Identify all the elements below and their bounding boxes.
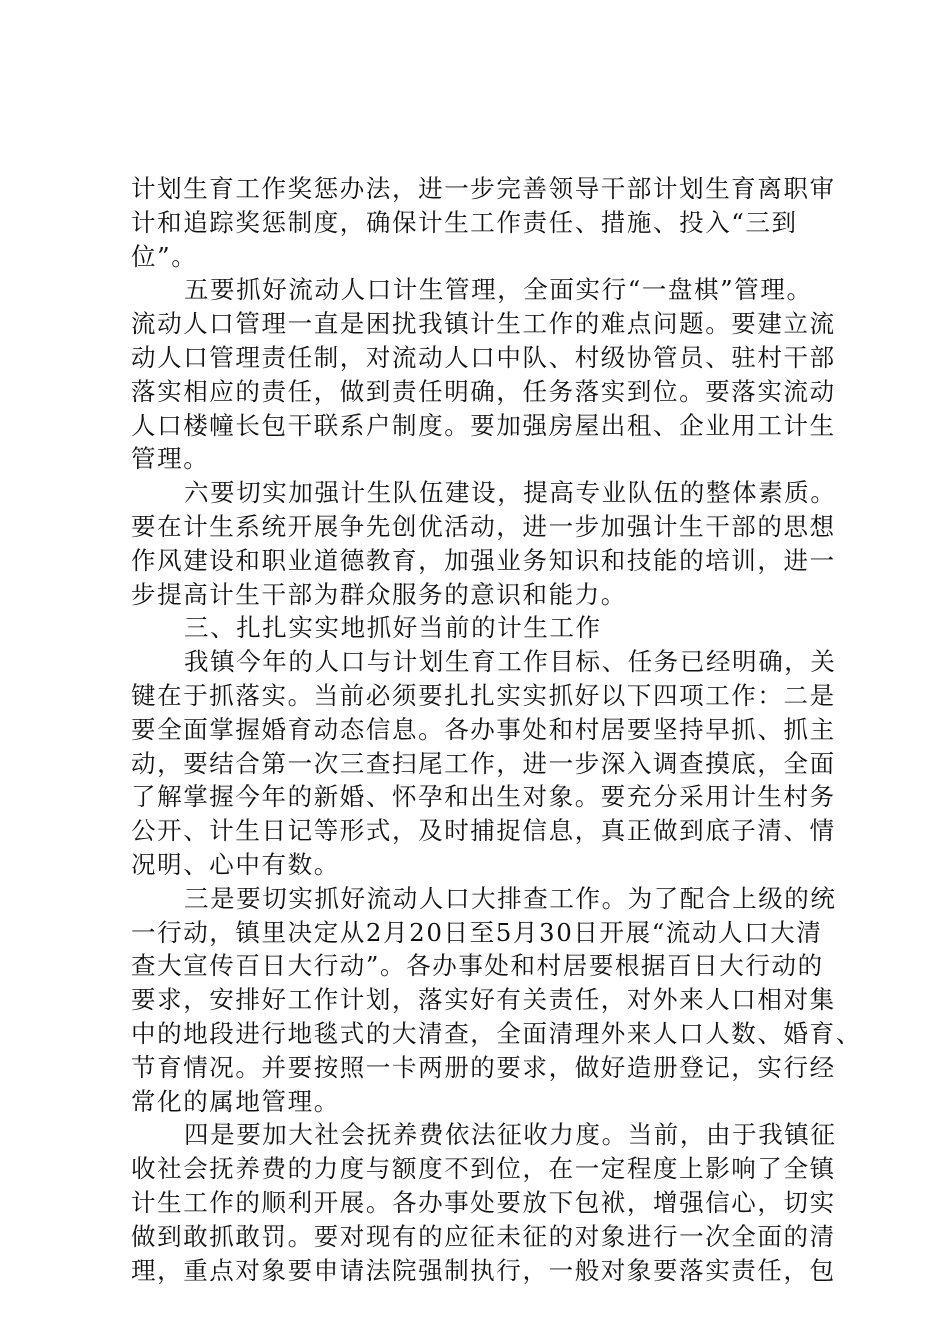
text-line: 要全面掌握婚育动态信息。各办事处和村居要坚持早抓、抓主 <box>131 714 836 744</box>
text-line: 步提高计生干部为群众服务的意识和能力。 <box>131 579 627 609</box>
text-line: 要求，安排好工作计划，落实好有关责任，对外来人口相对集 <box>131 985 836 1015</box>
paragraph-start-line: 三是要切实抓好流动人口大排查工作。为了配合上级的统 <box>184 883 837 913</box>
text-line: 计和追踪奖惩制度，确保计生工作责任、措施、投入“三到 <box>131 207 798 237</box>
text-line: 动人口管理责任制，对流动人口中队、村级协管员、驻村干部 <box>131 342 836 372</box>
text-line: 公开、计生日记等形式，及时捕捉信息，真正做到底子清、情 <box>131 816 836 846</box>
paragraph-start-line: 六要切实加强计生队伍建设，提高专业队伍的整体素质。 <box>184 478 837 508</box>
text-line: 理，重点对象要申请法院强制执行，一般对象要落实责任，包 <box>131 1255 836 1285</box>
text-line: 管理。 <box>131 444 210 474</box>
text-line: 计生工作的顺利开展。各办事处要放下包袱，增强信心，切实 <box>131 1187 836 1217</box>
text-line: 要在计生系统开展争先创优活动，进一步加强计生干部的思想 <box>131 511 836 541</box>
text-line: 查大宣传百日大行动”。各办事处和村居要根据百日大行动的 <box>131 951 824 981</box>
text-line: 人口楼幢长包干联系户制度。要加强房屋出租、企业用工计生 <box>131 410 836 440</box>
text-line: 做到敢抓敢罚。要对现有的应征未征的对象进行一次全面的清 <box>131 1221 836 1251</box>
text-line: 计划生育工作奖惩办法，进一步完善领导干部计划生育离职审 <box>131 174 836 203</box>
paragraph-start-line: 我镇今年的人口与计划生育工作目标、任务已经明确，关 <box>184 647 837 677</box>
text-line: 流动人口管理一直是困扰我镇计生工作的难点问题。要建立流 <box>131 309 836 339</box>
text-line: 收社会抚养费的力度与额度不到位，在一定程度上影响了全镇 <box>131 1154 836 1184</box>
text-line: 作风建设和职业道德教育，加强业务知识和技能的培训，进一 <box>131 545 836 575</box>
text-line: 动，要结合第一次三查扫尾工作，进一步深入调查摸底，全面 <box>131 748 836 778</box>
text-line: 落实相应的责任，做到责任明确，任务落实到位。要落实流动 <box>131 376 836 406</box>
text-line: 节育情况。并要按照一卡两册的要求，做好造册登记，实行经 <box>131 1052 836 1082</box>
document-body <box>131 172 862 1287</box>
section-heading: 三、扎扎实实地抓好当前的计生工作 <box>184 613 602 643</box>
paragraph-start-line: 四是要加大社会抚养费依法征收力度。当前，由于我镇征 <box>184 1120 837 1150</box>
text-line: 况明、心中有数。 <box>131 849 340 879</box>
text-line: 常化的属地管理。 <box>131 1086 340 1116</box>
text-line: 键在于抓落实。当前必须要扎扎实实抓好以下四项工作：二是 <box>131 680 836 710</box>
paragraph-start-line: 五要抓好流动人口计生管理，全面实行“一盘棋”管理。 <box>184 275 813 305</box>
text-line: 了解掌握今年的新婚、怀孕和出生对象。要充分采用计生村务 <box>131 782 836 812</box>
text-line: 一行动，镇里决定从2月20日至5月30日开展“流动人口大清 <box>131 917 823 947</box>
text-line: 位”。 <box>131 241 198 271</box>
text-line: 中的地段进行地毯式的大清查，全面清理外来人口人数、婚育、 <box>131 1018 862 1048</box>
